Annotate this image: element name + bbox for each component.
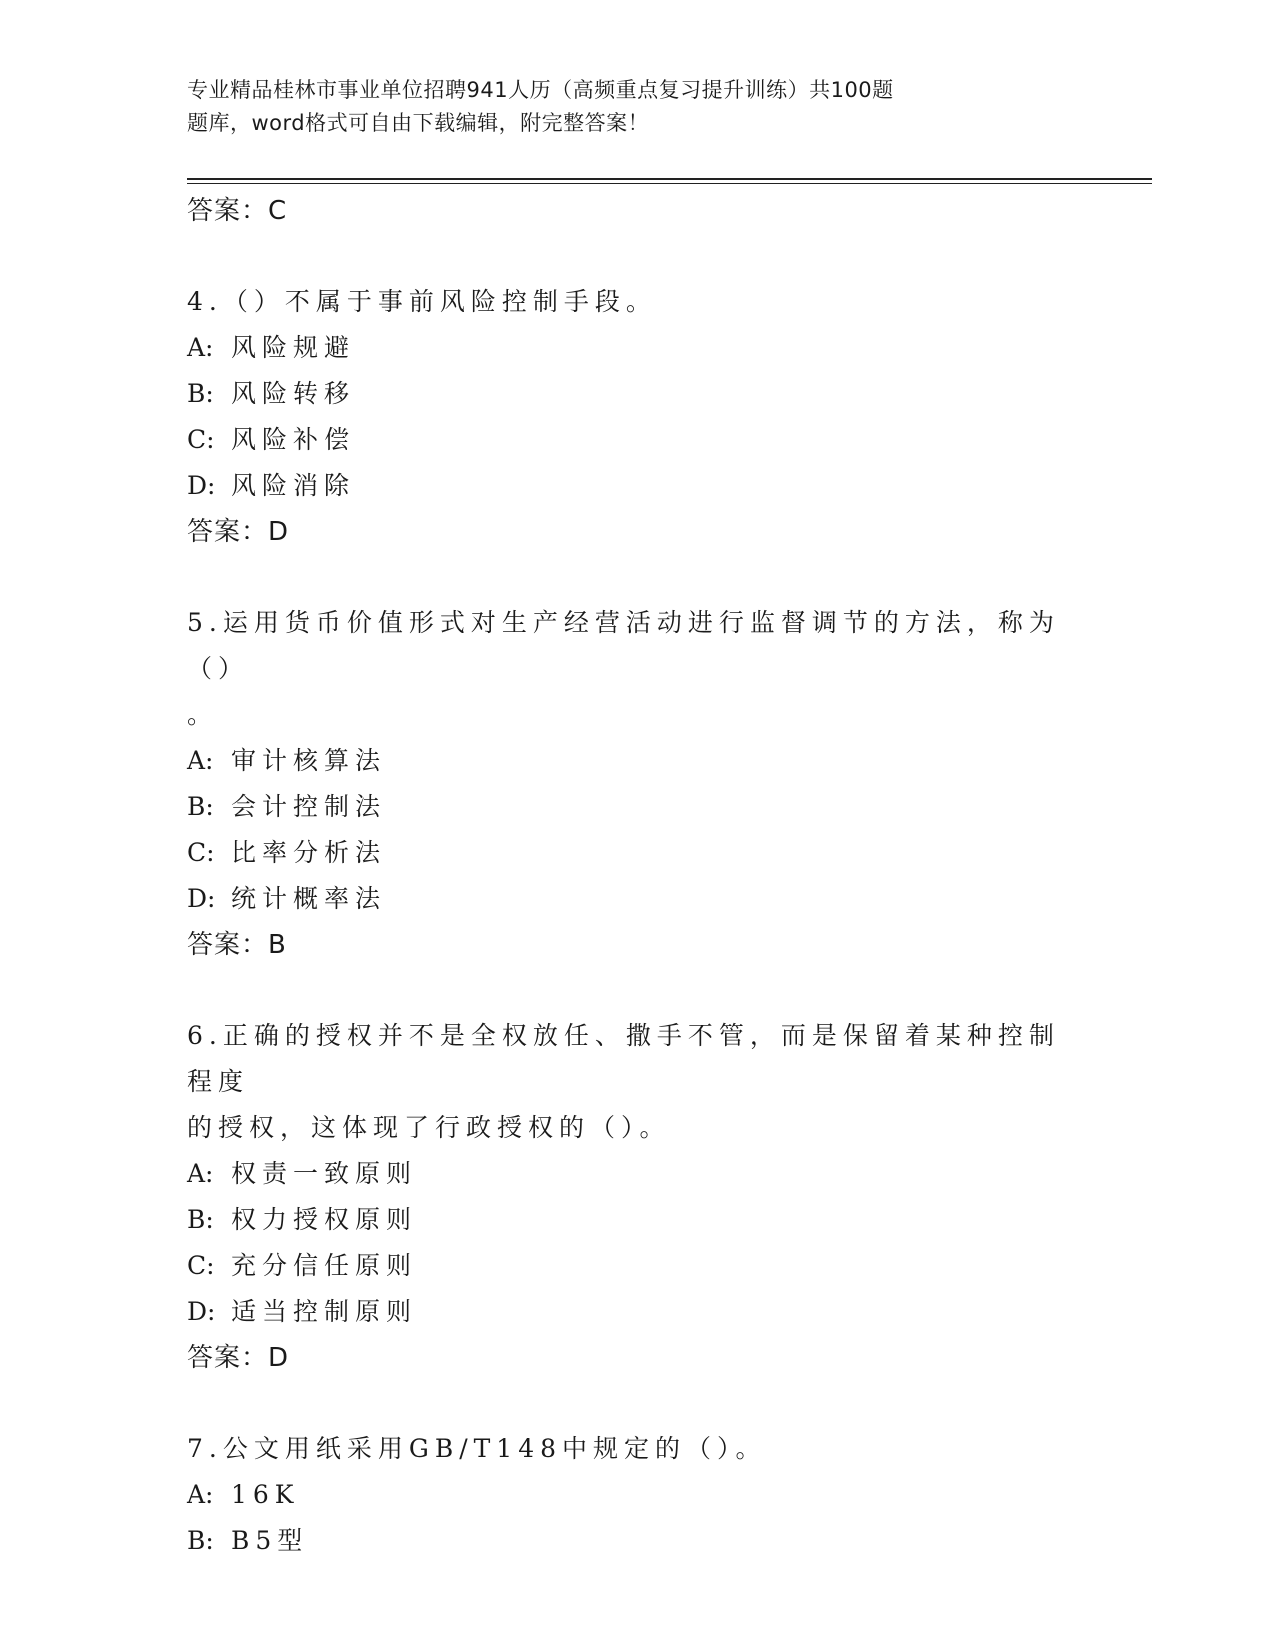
option-letter: C: — [187, 838, 215, 867]
answer-line: 答案：B — [187, 930, 287, 960]
option-b — [187, 1518, 1067, 1564]
question-text: 6.正确的授权并不是全权放任、撒手不管，而是保留着某种控制程度 — [187, 1021, 1060, 1096]
option-d — [187, 876, 1067, 922]
option-c — [187, 1243, 1067, 1289]
question-5 — [187, 600, 1067, 968]
option-letter: D: — [187, 884, 216, 913]
spacer — [187, 234, 1067, 279]
answer-line: 答案：D — [187, 1343, 290, 1373]
document-header — [187, 74, 1037, 140]
option-text: 风险消除 — [231, 471, 356, 500]
option-b — [187, 371, 1067, 417]
answer-line: 答案：C — [187, 196, 288, 226]
option-letter: D: — [187, 1297, 216, 1326]
header-line-2: 题库，word格式可自由下载编辑，附完整答案！ — [187, 111, 650, 135]
option-text: 权力授权原则 — [231, 1205, 418, 1234]
question-6 — [187, 1013, 1067, 1381]
question-7 — [187, 1426, 1067, 1564]
option-c — [187, 417, 1067, 463]
option-text: 权责一致原则 — [231, 1159, 418, 1188]
option-b — [187, 784, 1067, 830]
question-text: 5.运用货币价值形式对生产经营活动进行监督调节的方法，称为（） — [187, 608, 1060, 683]
spacer — [187, 1381, 1067, 1426]
option-text: 比率分析法 — [231, 838, 387, 867]
option-c — [187, 830, 1067, 876]
option-text: 会计控制法 — [231, 792, 387, 821]
header-divider — [187, 178, 1152, 180]
option-text: 适当控制原则 — [231, 1297, 418, 1326]
option-text: B5型 — [231, 1526, 309, 1555]
option-a — [187, 738, 1067, 784]
option-a — [187, 1472, 1067, 1518]
answer-line: 答案：D — [187, 517, 290, 547]
option-letter: B: — [187, 1526, 214, 1555]
option-text: 风险补偿 — [231, 425, 356, 454]
option-text: 统计概率法 — [231, 884, 387, 913]
option-letter: B: — [187, 792, 214, 821]
option-letter: A: — [187, 1480, 214, 1509]
option-a — [187, 325, 1067, 371]
option-text: 风险转移 — [231, 379, 356, 408]
option-letter: D: — [187, 471, 216, 500]
option-text: 充分信任原则 — [231, 1251, 418, 1280]
option-letter: B: — [187, 379, 214, 408]
option-letter: B: — [187, 1205, 214, 1234]
option-letter: A: — [187, 746, 214, 775]
option-d — [187, 463, 1067, 509]
header-line-1: 专业精品桂林市事业单位招聘941人历（高频重点复习提升训练）共100题 — [187, 78, 894, 102]
question-text: 4.（）不属于事前风险控制手段。 — [187, 287, 657, 316]
option-letter: C: — [187, 1251, 215, 1280]
header-divider-thin — [187, 183, 1152, 184]
spacer — [187, 555, 1067, 600]
option-letter: C: — [187, 425, 215, 454]
option-a — [187, 1151, 1067, 1197]
option-d — [187, 1289, 1067, 1335]
option-letter: A: — [187, 333, 214, 362]
question-text-cont: 的授权，这体现了行政授权的（）。 — [187, 1113, 671, 1142]
option-text: 审计核算法 — [231, 746, 387, 775]
option-letter: A: — [187, 1159, 214, 1188]
question-text: 7.公文用纸采用GB/T148中规定的（）。 — [187, 1434, 767, 1463]
option-text: 16K — [231, 1480, 300, 1509]
question-4 — [187, 279, 1067, 555]
spacer — [187, 968, 1067, 1013]
question-list — [187, 188, 1067, 1564]
option-b — [187, 1197, 1067, 1243]
question-text-cont: 。 — [187, 700, 219, 729]
option-text: 风险规避 — [231, 333, 356, 362]
